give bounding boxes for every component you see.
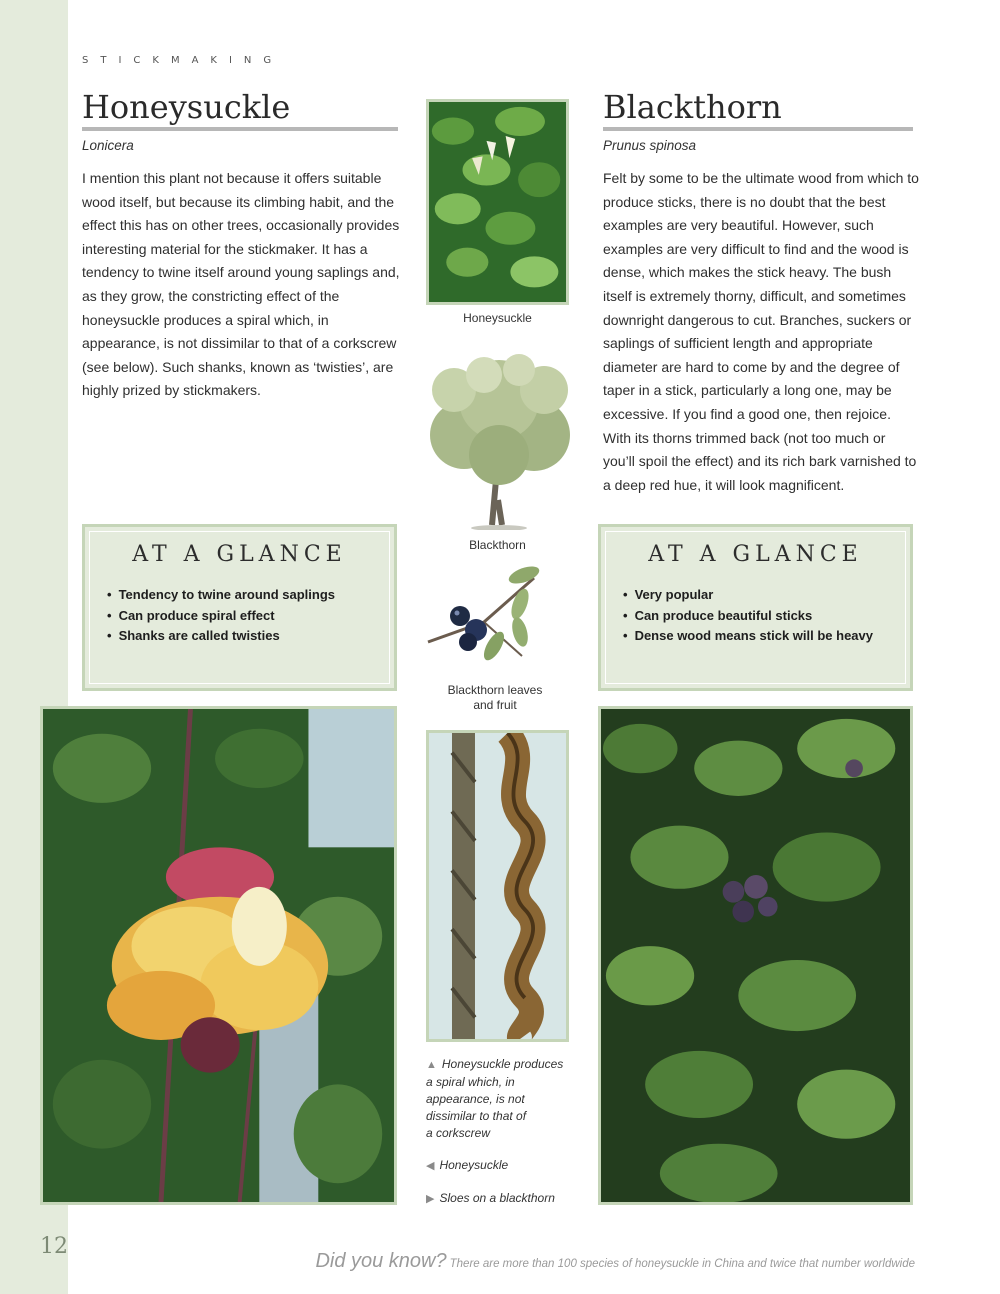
- running-head: STICKMAKING: [82, 55, 284, 66]
- honeysuckle-glance-list: [107, 585, 335, 647]
- spiral-caption-line: appearance, is not: [426, 1092, 525, 1106]
- blackthorn-heading: Blackthorn: [603, 88, 782, 126]
- triangle-left-icon: ◀: [426, 1160, 435, 1172]
- honeysuckle-glance-title: AT A GLANCE: [132, 542, 347, 567]
- blackthorn-leaves-caption: [430, 683, 560, 713]
- blackthorn-latin-name: Prunus spinosa: [603, 138, 697, 153]
- spiral-caption: [426, 1056, 576, 1142]
- honeysuckle-glance-box: [82, 524, 397, 691]
- did-you-know-text: There are more than 100 species of honeysuckle in China and twice that number worldwide: [449, 1258, 915, 1270]
- right-photo-caption: [426, 1190, 586, 1208]
- page-number: 12: [40, 1234, 68, 1259]
- honeysuckle-paragraph: I mention this plant not because it offers suitable wood itself, but because its climbing habit, and the effect this has on other trees, occasionally provides interesting material for the stickmaker. It has a tendency to twine itself around young saplings and, as they grow, the constricting effect of the honeysuckle produces a spiral which, in appearance, is not dissimilar to that of a corkscrew (see below). Such shanks, known as ‘twisties’, are highly prized by stickmakers.: [82, 170, 400, 399]
- glance-item: • Dense wood means stick will be heavy: [623, 626, 873, 647]
- blackthorn-leaves-caption-line1: Blackthorn leaves: [447, 683, 543, 697]
- glance-item: • Very popular: [623, 585, 873, 606]
- blackthorn-glance-list: [623, 585, 873, 647]
- spiral-stick-photo: [426, 730, 569, 1042]
- spiral-caption-line: Honeysuckle produces: [441, 1057, 564, 1071]
- left-photo-caption-text: Honeysuckle: [439, 1158, 509, 1172]
- honeysuckle-heading: Honeysuckle: [82, 88, 291, 126]
- spiral-caption-line: a corkscrew: [426, 1126, 491, 1140]
- spiral-caption-line: dissimilar to that of: [426, 1109, 527, 1123]
- triangle-up-icon: ▲: [426, 1059, 437, 1071]
- blackthorn-tree-illustration: [414, 340, 584, 530]
- did-you-know: [300, 1250, 915, 1273]
- blackthorn-leaves-caption-line2: and fruit: [473, 698, 517, 712]
- triangle-right-icon: ▶: [426, 1193, 435, 1205]
- did-you-know-label: Did you know?: [315, 1250, 447, 1272]
- honeysuckle-leaves-photo: [426, 99, 569, 305]
- glance-item: • Shanks are called twisties: [107, 626, 335, 647]
- blackthorn-rule: [603, 127, 913, 131]
- blackthorn-glance-title: AT A GLANCE: [648, 542, 863, 567]
- spiral-caption-line: a spiral which, in: [426, 1075, 515, 1089]
- blackthorn-glance-box: [598, 524, 913, 691]
- blackthorn-paragraph: Felt by some to be the ultimate wood from which to produce sticks, there is no doubt that the best examples are very beautiful. However, such examples are very difficult to find and the wood is dense, which makes the stick heavy. The bush itself is extremely thorny, difficult, and sometimes downright dangerous to cut. Branches, suckers or saplings of sufficient length and appropriate diameter are hard to come by and the degree of taper in a stick, particularly a long one, may be excessive. If you find a good one, then rejoice. With its thorns trimmed back (not too much or you’ll spoil the effect) and its rich bark varnished to a deep red hue, it will look magnificent.: [603, 170, 919, 493]
- glance-item: • Can produce spiral effect: [107, 606, 335, 627]
- honeysuckle-flower-photo: [40, 706, 397, 1205]
- glance-item: • Tendency to twine around saplings: [107, 585, 335, 606]
- honeysuckle-latin-name: Lonicera: [82, 138, 134, 153]
- sloes-photo: [598, 706, 913, 1205]
- honeysuckle-rule: [82, 127, 398, 131]
- glance-item: • Can produce beautiful sticks: [623, 606, 873, 627]
- blackthorn-leaves-fruit-illustration: [424, 560, 572, 672]
- left-photo-caption: [426, 1157, 576, 1175]
- honeysuckle-leaves-caption: Honeysuckle: [463, 311, 532, 325]
- blackthorn-tree-caption: Blackthorn: [469, 538, 526, 552]
- right-photo-caption-text: Sloes on a blackthorn: [439, 1191, 555, 1205]
